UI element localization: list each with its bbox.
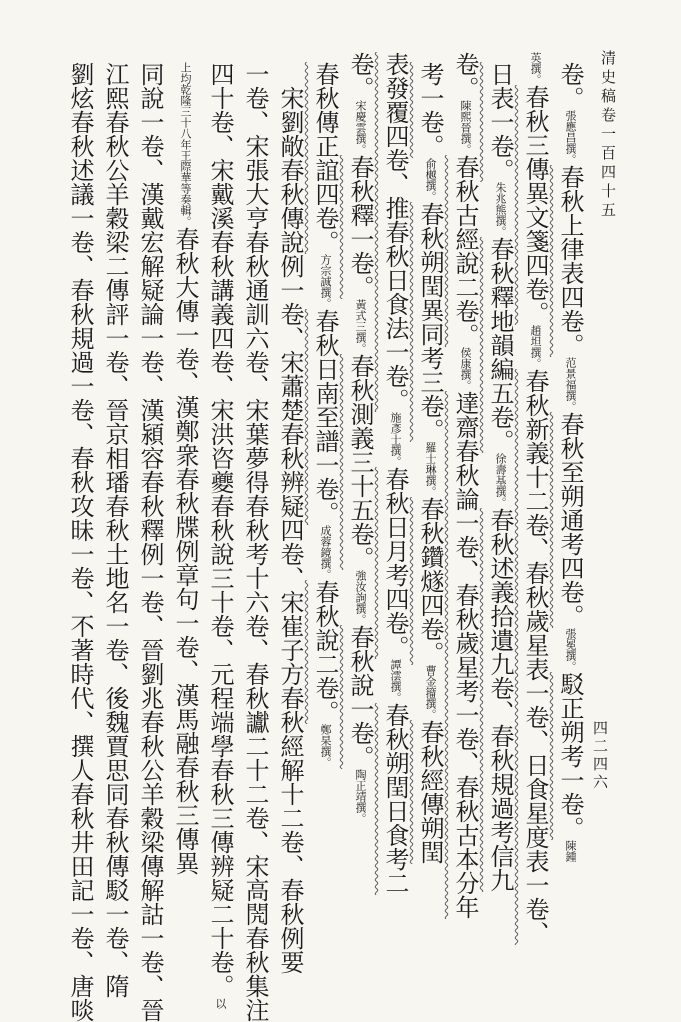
text-column	[450, 52, 480, 932]
text-column	[520, 52, 550, 945]
book-title-text: 春秋日月考四卷。	[381, 467, 409, 659]
author-note: 施彥士撰。	[389, 412, 402, 467]
page-number: 四二四六	[591, 720, 609, 792]
book-title-text: 春秋傳正誼四卷。	[311, 62, 339, 254]
book-title-text: 春秋新義十二卷、春秋歲星表一卷、日食星度表一卷、	[521, 369, 549, 945]
text-column	[345, 52, 375, 932]
book-title-text: 日表一卷。	[486, 62, 514, 182]
author-note: 方宗誠撰。	[319, 254, 332, 309]
book-title-text: 春秋測義三十五卷。	[346, 354, 374, 570]
text-column	[380, 52, 410, 932]
book-title-text: 考一卷。	[416, 62, 444, 158]
author-note: 強汝詢撰。	[354, 570, 367, 625]
author-note: 以	[214, 998, 227, 1009]
book-title-text: 春秋鑽燧四卷。	[416, 497, 444, 665]
text-column	[100, 62, 130, 998]
book-title-text: 春秋說二卷。	[311, 580, 339, 724]
author-note: 英撰。	[529, 52, 542, 85]
text-column	[240, 62, 270, 1022]
book-title-text: 春秋朔閏日食考二	[381, 703, 409, 895]
book-title-text: 表發覆四卷、推春秋日食法一卷。	[381, 52, 409, 412]
author-note: 張應昌撰。	[564, 110, 577, 165]
text-column	[65, 62, 95, 1022]
text-column	[170, 62, 200, 942]
running-head: 清史稿卷一百四十五	[599, 50, 617, 221]
author-note: 俞樾撰。	[424, 158, 437, 202]
book-title-text: 駁正朔考一卷。	[556, 672, 584, 840]
author-note: 張冕撰。	[564, 628, 577, 672]
author-note: 朱兆熊撰。	[494, 182, 507, 237]
author-note: 趙坦撰。	[529, 325, 542, 369]
text-column	[135, 62, 165, 1022]
author-note: 陳鍾	[564, 840, 577, 862]
book-title-text: 春秋三傳異文箋四卷。	[521, 85, 549, 325]
body-text: 江熙春秋公羊穀梁二傳評一卷、晉京相璠春秋土地名一卷、後魏賈思同春秋傳駁一卷、隋	[101, 62, 129, 998]
text-column	[310, 62, 340, 942]
body-text: 四十卷、宋戴溪春秋講義四卷、宋洪咨夔春秋說三十卷、元程端學春秋三傳辨疑二十卷。	[206, 62, 234, 998]
author-note: 陶正靖撰。	[354, 769, 367, 824]
author-note: 譚澐撰。	[389, 659, 402, 703]
book-title-text: 春秋釋地韻編五卷。	[486, 237, 514, 453]
body-text: 卷。	[556, 62, 584, 110]
body-text: 同說一卷、漢戴宏解疑論一卷、漢潁容春秋釋例一卷、晉劉兆春秋公羊穀梁傳解詁一卷、晉	[136, 62, 164, 1022]
author-note: 范景福撰。	[564, 357, 577, 412]
author-note: 成蓉鏡撰。	[319, 525, 332, 580]
author-note: 陳熙晉撰。	[459, 100, 472, 155]
author-note: 徐壽基撰。	[494, 453, 507, 508]
text-column	[415, 62, 445, 942]
body-text: 劉炫春秋述議一卷、春秋規過一卷、春秋攻昧一卷、不著時代、撰人春秋井田記一卷、唐啖	[66, 62, 94, 1022]
book-title-text: 春秋至朔通考四卷。	[556, 412, 584, 628]
author-note: 鄭杲撰。	[319, 724, 332, 768]
book-title-text: 達齋春秋論一卷、春秋歲星考一卷、春秋古本分年	[451, 391, 479, 919]
book-title-text: 春秋述義拾遺九卷、春秋規過考信九	[486, 508, 514, 892]
author-note: 黃式三撰。	[354, 299, 367, 354]
body-text: 宋劉敞春秋傳說例一卷、宋蕭楚春秋辨疑四卷、宋崔子方春秋經解十二卷、春秋例要	[276, 62, 304, 974]
author-note: 侯康撰。	[459, 347, 472, 391]
book-title-text: 春秋釋一卷。	[346, 155, 374, 299]
body-text: 卷。	[346, 52, 374, 100]
body-text: 春秋大傳一卷、漢鄭衆春秋牒例章句一卷、漢馬融春秋三傳異	[171, 227, 199, 875]
text-column	[555, 62, 585, 942]
author-note: 宋慶雲撰。	[354, 100, 367, 155]
author-note: 上均乾隆三十八年王際華等奏輯。	[179, 62, 192, 227]
body-text: 一卷、宋張大亨春秋通訓六卷、宋葉夢得春秋考十六卷、春秋讞二十二卷、宋高閌春秋集注	[241, 62, 269, 1022]
author-note: 羅士琳撰。	[424, 442, 437, 497]
text-column	[205, 62, 235, 1009]
body-text: 卷。	[451, 52, 479, 100]
book-title-text: 春秋經傳朔閏	[416, 720, 444, 864]
book-title-text: 春秋說一卷。	[346, 625, 374, 769]
book-title-text: 春秋日南至譜一卷。	[311, 309, 339, 525]
text-column	[275, 62, 305, 974]
author-note: 曹金籀撰。	[424, 665, 437, 720]
book-title-text: 春秋朔閏異同考三卷。	[416, 202, 444, 442]
book-title-text: 春秋上律表四卷。	[556, 165, 584, 357]
book-title-text: 春秋古經說二卷。	[451, 155, 479, 347]
text-column	[485, 62, 515, 942]
